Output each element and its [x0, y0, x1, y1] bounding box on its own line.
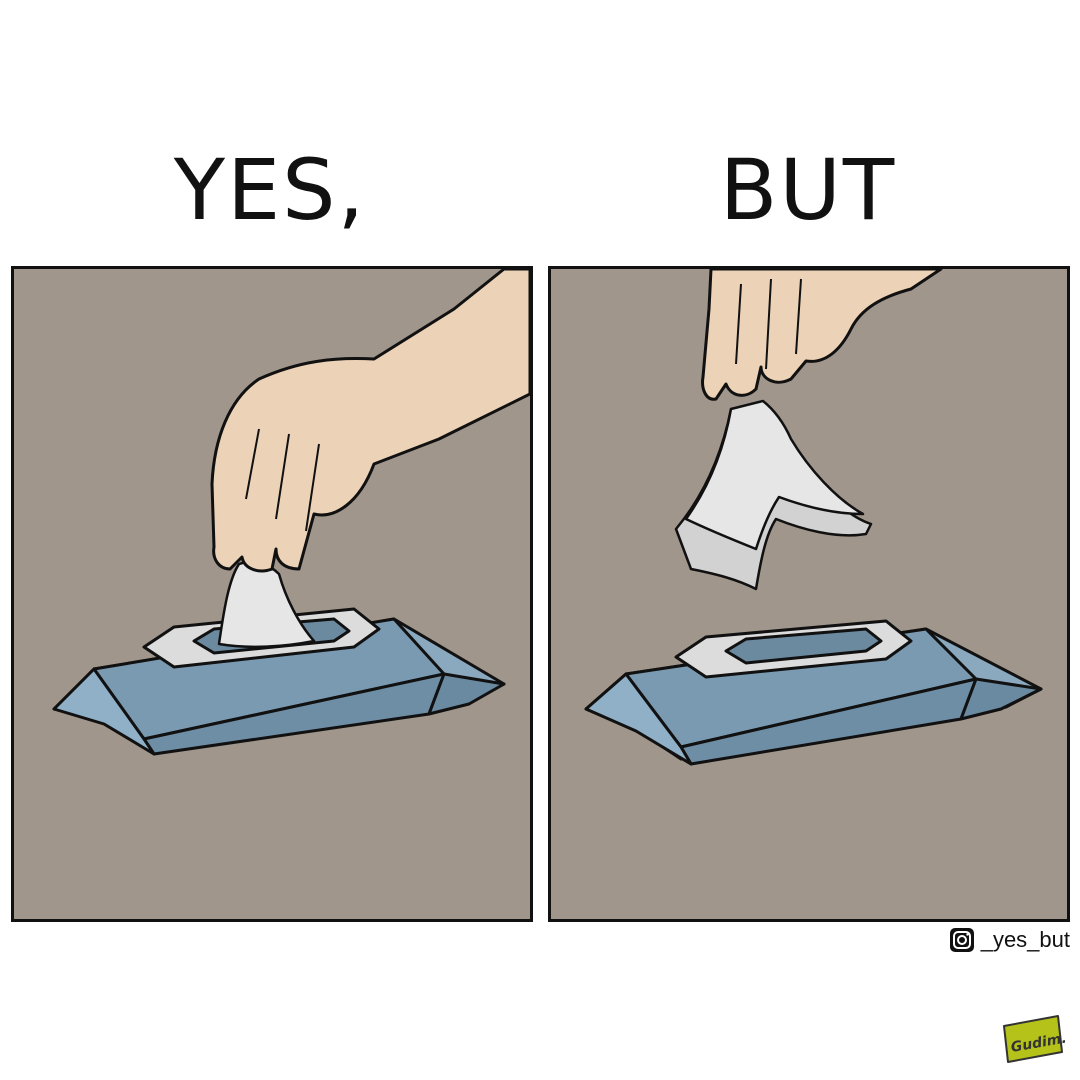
instagram-icon	[949, 927, 975, 953]
instagram-credit	[949, 926, 1070, 954]
gudim-logo-badge	[998, 1008, 1068, 1068]
heading-but: BUT	[719, 141, 897, 239]
heading-yes: YES,	[173, 141, 367, 239]
instagram-handle: _yes_but	[980, 927, 1070, 952]
gudim-logo	[998, 1008, 1068, 1068]
panel-but	[548, 266, 1070, 922]
panel-yes	[11, 266, 533, 922]
logo-text: Gudim.	[1009, 1030, 1068, 1056]
panel-yes-illustration	[14, 269, 530, 919]
panel-but-illustration	[551, 269, 1067, 919]
